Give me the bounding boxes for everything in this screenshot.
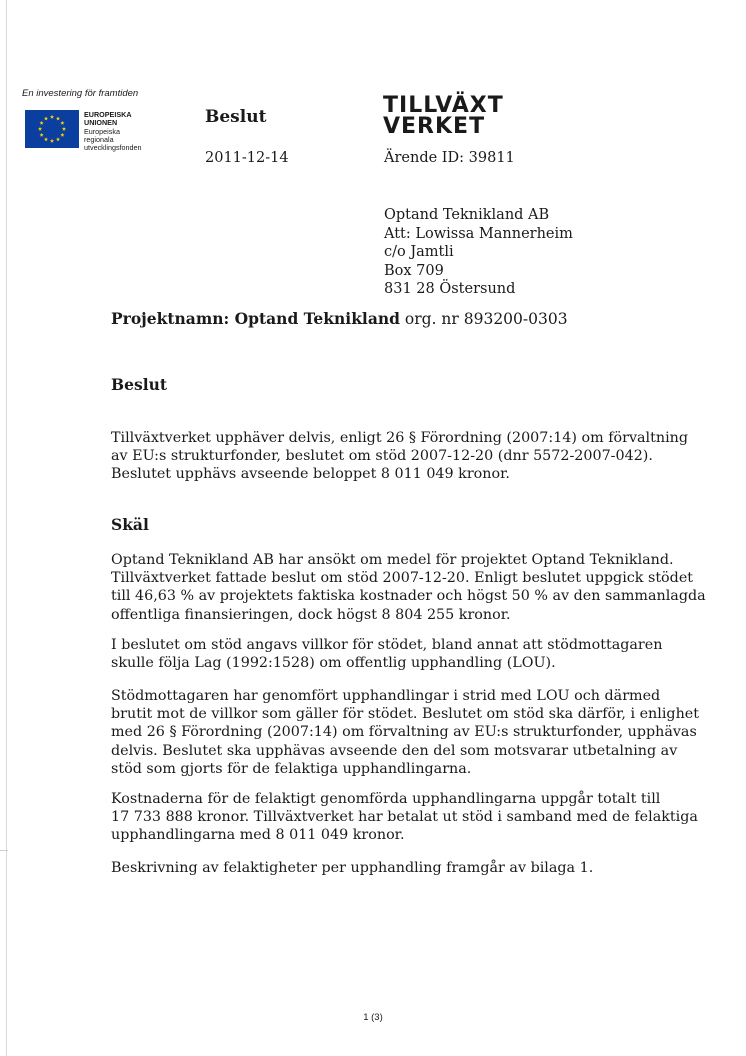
recipient-address [384,206,573,299]
text-line: 17 733 888 kronor. Tillväxtverket har betalat ut stöd i samband med de felaktiga [111,809,698,826]
scan-margin-mark [0,850,8,851]
document-date: 2011-12-14 [205,150,289,166]
paragraph [111,636,731,672]
eu-stars-icon [25,110,79,148]
text-line: med 26 § Förordning (2007:14) om förvaltning av EU:s strukturfonder, upphävas [111,724,697,741]
text-line: av EU:s strukturfonder, beslutet om stöd 2007-12-20 (dnr 5572-2007-042). [111,448,653,465]
text-line: brutit mot de villkor som gäller för stödet. Beslutet om stöd ska därför, i enlighet [111,706,699,723]
tillvaxtverket-logo [383,95,504,137]
text-line: skulle följa Lag (1992:1528) om offentlig upphandling (LOU). [111,655,556,672]
eu-label-line: regionala [84,134,114,144]
eu-label-line: EUROPEISKA [84,110,132,119]
logo-line: VERKET [383,114,486,139]
text-line: delvis. Beslutet ska upphävas avseende den del som motsvarar utbetalning av [111,742,678,759]
text-line: Kostnaderna för de felaktigt genomförda upphandlingarna uppgår totalt till [111,791,661,807]
eu-label-line: UNIONEN [84,118,118,128]
text-line: stöd som gjorts för de felaktiga upphandlingarna. [111,760,472,777]
project-line [111,309,568,328]
address-line: Optand Teknikland AB [384,207,550,223]
text-line: Tillväxtverket upphäver delvis, enligt 26 § Förordning (2007:14) om förvaltning [111,430,689,446]
eu-label [84,111,142,152]
section-heading-beslut: Beslut [111,375,168,394]
text-line: I beslutet om stöd angavs villkor för stödet, bland annat att stödmottagaren [111,637,663,653]
case-id: Ärende ID: 39811 [384,150,515,166]
paragraph [111,429,731,484]
text-line: offentliga finansieringen, dock högst 8 804 255 kronor. [111,606,511,623]
logo-line: TILLVÄXT [383,93,504,118]
eu-tagline: En investering för framtiden [22,88,139,99]
address-line: 831 28 Östersund [384,281,516,297]
text-line: Stödmottagaren har genomfört upphandlingar i strid med LOU och därmed [111,688,661,704]
text-line: Beslutet upphävs avseende beloppet 8 011 049 kronor. [111,466,510,483]
eu-label-line: utvecklingsfonden [84,143,142,153]
paragraph [111,859,731,877]
text-line: Optand Teknikland AB har ansökt om medel för projektet Optand Teknikland. [111,552,674,568]
text-line: upphandlingarna med 8 011 049 kronor. [111,827,405,844]
scan-edge-line [6,0,7,1056]
text-line: till 46,63 % av projektets faktiska kostnader och högst 50 % av den sammanlagda [111,588,706,605]
section-heading-skal: Skäl [111,515,149,534]
eu-flag-icon [25,110,79,148]
address-line: Att: Lowissa Mannerheim [384,225,573,242]
paragraph [111,687,731,778]
eu-label-line: Europeiska [84,126,120,136]
paragraph [111,551,731,624]
page-number: 1 (3) [363,1012,383,1023]
address-line: c/o Jamtli [384,244,454,260]
paragraph [111,790,731,845]
document-type: Beslut [205,107,267,127]
org-number: org. nr 893200-0303 [399,310,568,328]
address-line: Box 709 [384,262,444,279]
project-name: Projektnamn: Optand Teknikland [111,309,400,328]
text-line: Beskrivning av felaktigheter per upphandling framgår av bilaga 1. [111,860,594,876]
text-line: Tillväxtverket fattade beslut om stöd 2007-12-20. Enligt beslutet uppgick stödet [111,570,694,587]
